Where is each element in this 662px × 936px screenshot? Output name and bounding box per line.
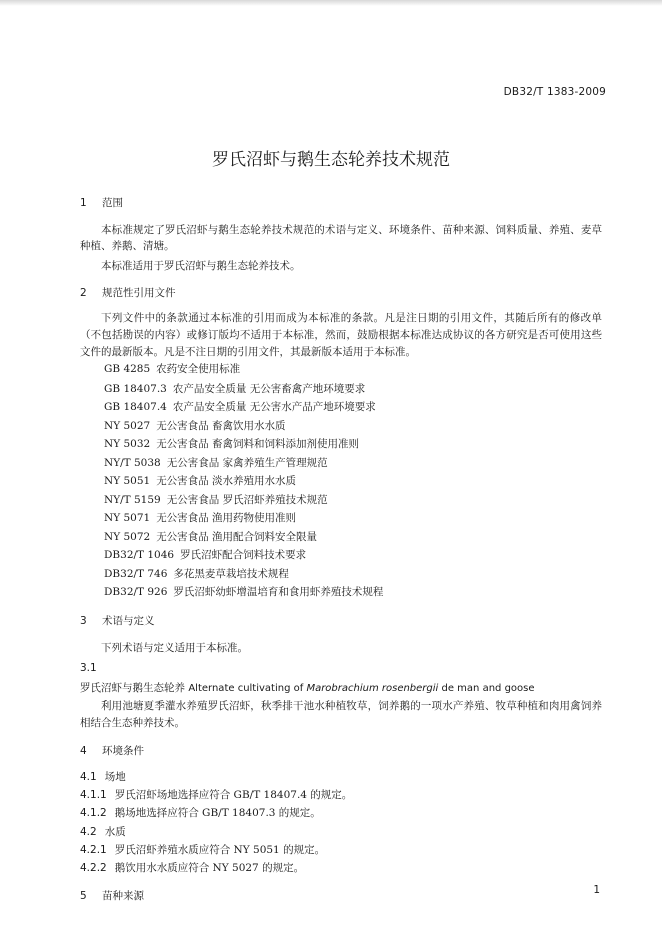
reference-code: NY 5051 [104,475,151,487]
section-4-heading [80,744,144,758]
subsection-number: 4.1 [80,771,97,783]
clause-text: 鹅饮用水水质应符合 NY 5027 的规定。 [114,862,305,874]
subsection-title: 水质 [104,826,126,838]
clause-text: 鹅场地选择应符合 GB/T 18407.3 的规定。 [114,807,321,819]
reference-item [104,493,328,507]
clause-text: 罗氏沼虾养殖水质应符合 NY 5051 的规定。 [114,844,326,856]
subsection-number: 4.2 [80,826,97,838]
reference-title: 罗氏沼虾幼虾增温培育和食用虾养殖技术规程 [173,586,384,598]
reference-title: 农产品安全质量 无公害畜禽产地环境要求 [172,383,366,395]
reference-item [104,437,359,451]
reference-title: 农药安全使用标准 [156,363,241,375]
reference-title: 无公害食品 渔用配合饲料安全限量 [156,531,318,543]
reference-item [104,548,306,562]
reference-code: DB32/T 926 [104,586,168,598]
reference-item [104,456,328,470]
reference-code: NY/T 5159 [104,494,161,506]
section-number: 4 [80,745,87,757]
reference-title: 无公害食品 畜禽饮用水水质 [156,420,286,432]
section-number: 2 [80,287,87,299]
section-1-heading [80,196,123,210]
document-code: DB32/T 1383-2009 [503,86,606,98]
page-number: 1 [593,884,600,896]
section-number: 3 [80,615,87,627]
reference-item [104,400,376,414]
terms-intro: 下列术语与定义适用于本标准。 [101,642,248,654]
clause-number: 4.1.1 [80,789,107,801]
section-3-heading [80,614,155,628]
term-english-suffix: de man and goose [438,683,535,694]
reference-title: 无公害食品 淡水养殖用水水质 [156,475,297,487]
clause-text: 罗氏沼虾场地选择应符合 GB/T 18407.4 的规定。 [114,789,353,801]
reference-code: GB 4285 [104,363,151,375]
clause-number: 4.2.1 [80,844,107,856]
scope-paragraph-1: 本标准规定了罗氏沼虾与鹅生态轮养技术规范的术语与定义、环境条件、苗种来源、饲料质量、养殖、麦草种植、养鹅、清塘。 [80,224,602,252]
section-title: 苗种来源 [102,890,144,902]
scan-edge [0,0,662,6]
clause-number: 4.1.2 [80,807,107,819]
section-number: 5 [80,890,87,902]
reference-item [104,511,296,525]
section-title: 规范性引用文件 [102,287,176,299]
reference-code: DB32/T 746 [104,568,168,580]
reference-code: NY 5027 [104,420,151,432]
term-english-prefix: Alternate cultivating of [188,683,307,694]
reference-item [104,567,289,581]
section-2-heading [80,286,176,300]
reference-code: DB32/T 1046 [104,549,175,561]
reference-item [104,362,240,376]
reference-title: 无公害食品 家禽养殖生产管理规范 [166,457,328,469]
reference-code: NY 5072 [104,531,151,543]
section-title: 范围 [102,197,123,209]
reference-code: NY 5071 [104,512,151,524]
term-definition: 利用池塘夏季灌水养殖罗氏沼虾，秋季排干池水种植牧草，饲养鹅的一项水产养殖、牧草种植和肉用禽饲养相结合生态种养技术。 [80,700,602,729]
section-number: 1 [80,197,87,209]
reference-title: 无公害食品 渔用药物使用准则 [156,512,297,524]
clause-4-1-1 [80,788,352,802]
subsection-4-1 [80,770,126,784]
clause-4-2-1 [80,843,325,857]
subsection-title: 场地 [104,771,126,783]
term-chinese: 罗氏沼虾与鹅生态轮养 [80,682,185,694]
term-english-species: Marobrachium rosenbergii [306,683,439,694]
reference-title: 无公害食品 畜禽饲料和饲料添加剂使用准则 [156,438,360,450]
section-title: 环境条件 [102,745,144,757]
section-5-heading [80,889,144,903]
reference-item [104,382,365,396]
clause-4-2-2 [80,861,304,875]
reference-item [104,585,383,599]
term-entry [80,681,535,696]
subsection-4-2 [80,825,126,839]
reference-code: GB 18407.4 [104,401,167,413]
reference-title: 农产品安全质量 无公害水产品产地环境要求 [172,401,376,413]
reference-code: GB 18407.3 [104,383,167,395]
term-number: 3.1 [80,662,97,674]
reference-item [104,474,296,488]
scope-paragraph-2: 本标准适用于罗氏沼虾与鹅生态轮养技术。 [101,260,301,272]
clause-4-1-2 [80,806,321,820]
references-intro: 下列文件中的条款通过本标准的引用而成为本标准的条款。凡是注日期的引用文件，其随后所有的修改单（不包括勘误的内容）或修订版均不适用于本标准，然而，鼓励根据本标准达成协议的各方研究是否可使用这些文件的最新版本。凡是不注日期的引用文件，其最新版本适用于本标准。 [80,312,602,358]
reference-title: 罗氏沼虾配合饲料技术要求 [180,549,307,561]
reference-code: NY/T 5038 [104,457,161,469]
reference-code: NY 5032 [104,438,151,450]
reference-title: 无公害食品 罗氏沼虾养殖技术规范 [166,494,328,506]
document-title: 罗氏沼虾与鹅生态轮养技术规范 [212,150,450,170]
reference-item [104,419,286,433]
reference-title: 多花黑麦草栽培技术规程 [173,568,289,580]
reference-item [104,530,317,544]
section-title: 术语与定义 [102,615,155,627]
clause-number: 4.2.2 [80,862,107,874]
